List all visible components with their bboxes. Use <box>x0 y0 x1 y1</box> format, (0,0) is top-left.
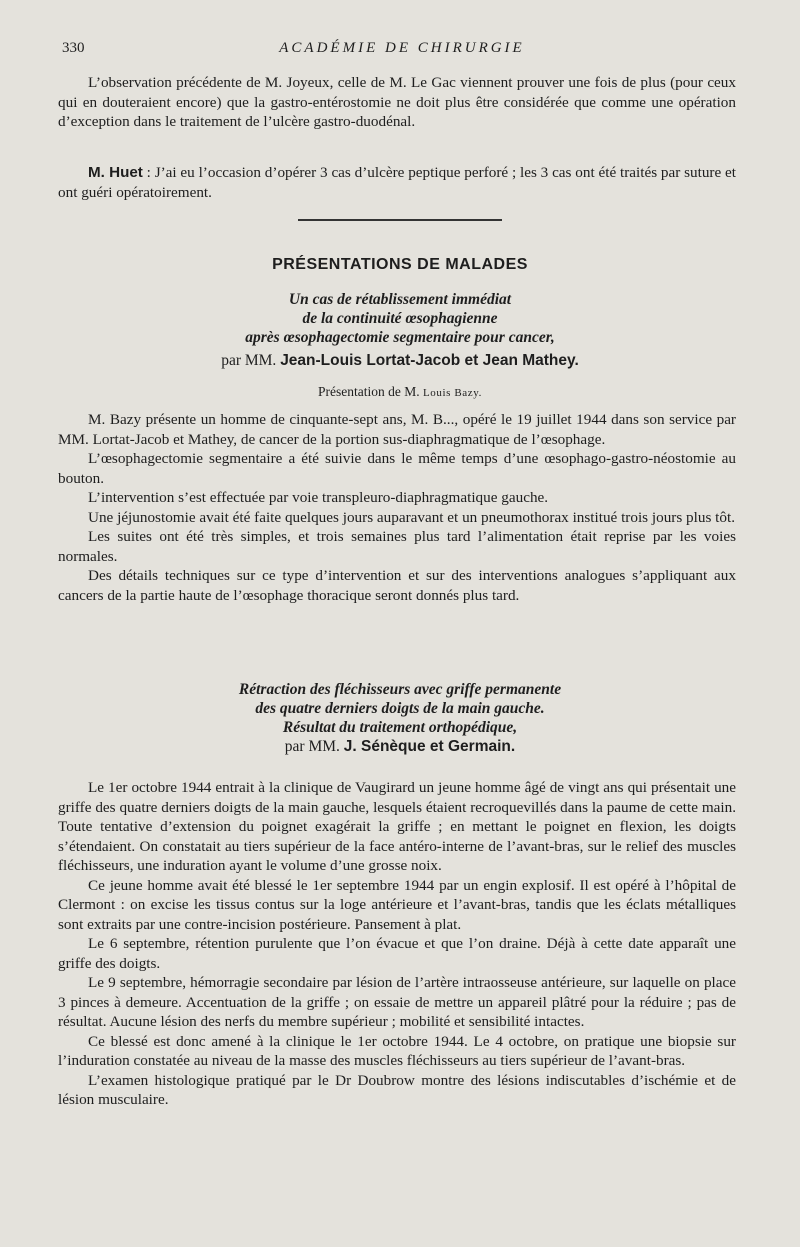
section-title: PRÉSENTATIONS DE MALADES <box>272 256 528 273</box>
paragraph: L’examen histologique pratiqué par le Dr Doubrow montre des lésions indiscutables d’ischémie et de lésion musculaire. <box>58 1071 736 1108</box>
title-line: des quatre derniers doigts de la main gauche. <box>255 700 545 717</box>
intro-paragraph-2 <box>58 163 736 202</box>
speaker-name: M. Huet <box>88 164 143 181</box>
paragraph: L’observation précédente de M. Joyeux, celle de M. Le Gac viennent prouver une fois de plus (pour ceux qui en douteraient encore) que la gastro-entérostomie ne doit plus être considérée que comme une opération d’exception dans le traitement de l’ulcère gastro-duodénal. <box>58 74 736 130</box>
paragraph: Des détails techniques sur ce type d’intervention et sur des interventions analogues s’appliquant aux cancers de la partie haute de l’œsophage thoracique seront donnés plus tard. <box>58 567 736 604</box>
page-number: 330 <box>62 40 85 56</box>
byline-authors: Jean-Louis Lortat-Jacob et Jean Mathey. <box>280 352 579 369</box>
article-2-body <box>58 778 736 1110</box>
paragraph: M. Bazy présente un homme de cinquante-sept ans, M. B..., opéré le 19 juillet 1944 dans son service par MM. Lortat-Jacob et Mathey, de cancer de la portion sus-diaphragmatique de l’œsophage. <box>58 411 736 448</box>
byline-authors: J. Sénèque et Germain. <box>343 738 516 755</box>
article-2-byline <box>0 738 800 756</box>
presenter-name: Louis Bazy. <box>422 387 483 399</box>
paragraph: L’œsophagectomie segmentaire a été suivie dans le même temps d’une œsophago-gastro-néostomie au bouton. <box>58 450 736 487</box>
speaker-text: : J’ai eu l’occasion d’opérer 3 cas d’ulcère peptique perforé ; les 3 cas ont été traités par suture et ont guéri opératoirement. <box>58 164 736 201</box>
paragraph: Le 9 septembre, hémorragie secondaire par lésion de l’artère intraosseuse antérieure, sur laquelle on place 3 pinces à demeure. Accentuation de la griffe ; on essaie de mettre un appareil plâtré pour la réduire ; pas de résultat. Aucune lésion des nerfs du membre supérieur ; mobilité et sensibilité intactes. <box>58 974 736 1030</box>
paragraph: Ce jeune homme avait été blessé le 1er septembre 1944 par un engin explosif. Il est opéré à l’hôpital de Clermont : on excise les tissus contus sur la loge antérieure et l’avant-bras, tandis que les éclats métalliques sont extraits par une contre-incision postérieure. Pansement à plat. <box>58 876 736 933</box>
title-line: Résultat du traitement orthopédique, <box>282 719 518 736</box>
byline-prefix: par MM. <box>284 738 344 755</box>
presentation-prefix: Présentation de M. <box>317 384 423 399</box>
title-line: après œsophagectomie segmentaire pour cancer, <box>245 329 555 346</box>
page-header <box>62 40 742 62</box>
article-2-title <box>0 680 800 737</box>
article-1-title <box>0 290 800 347</box>
title-line: Un cas de rétablissement immédiat <box>288 291 512 308</box>
paragraph: Le 6 septembre, rétention purulente que l’on évacue et que l’on draine. Déjà à cette date apparaît une griffe des doigts. <box>58 935 736 972</box>
intro-paragraph-1 <box>58 73 736 132</box>
article-1-body <box>58 410 736 605</box>
paragraph: Le 1er octobre 1944 entrait à la clinique de Vaugirard un jeune homme âgé de vingt ans qui présentait une griffe des quatre derniers doigts de la main gauche, lesquels étaient recroquevillés dans la paume de cette main. Toute tentative d’extension du poignet exagérait la griffe ; en mettant le poignet en flexion, les doigts s’étendaient. On constatait au tiers supérieur de la face antéro-interne de l’avant-bras, sur le relief des muscles fléchisseurs, une induration ayant le volume d’une grosse noix. <box>58 779 736 874</box>
paragraph: L’intervention s’est effectuée par voie transpleuro-diaphragmatique gauche. <box>88 489 549 506</box>
paragraph: Ce blessé est donc amené à la clinique le 1er octobre 1944. Le 4 octobre, on pratique une biopsie sur l’induration constatée au niveau de la masse des muscles fléchisseurs au tiers supérieur de l’avant-bras. <box>58 1032 736 1069</box>
paragraph: Une jéjunostomie avait été faite quelques jours auparavant et un pneumothorax institué trois jours plus tôt. <box>88 508 736 526</box>
article-1-presenter <box>0 384 800 400</box>
title-line: de la continuité œsophagienne <box>302 310 498 327</box>
title-line: Rétraction des fléchisseurs avec griffe permanente <box>238 681 562 698</box>
paragraph <box>58 163 736 202</box>
byline-prefix: par MM. <box>221 352 281 369</box>
section-divider <box>298 219 502 221</box>
running-title: ACADÉMIE DE CHIRURGIE <box>279 40 525 56</box>
paragraph: Les suites ont été très simples, et trois semaines plus tard l’alimentation était reprise par les voies normales. <box>58 528 736 565</box>
article-1-byline <box>0 352 800 370</box>
